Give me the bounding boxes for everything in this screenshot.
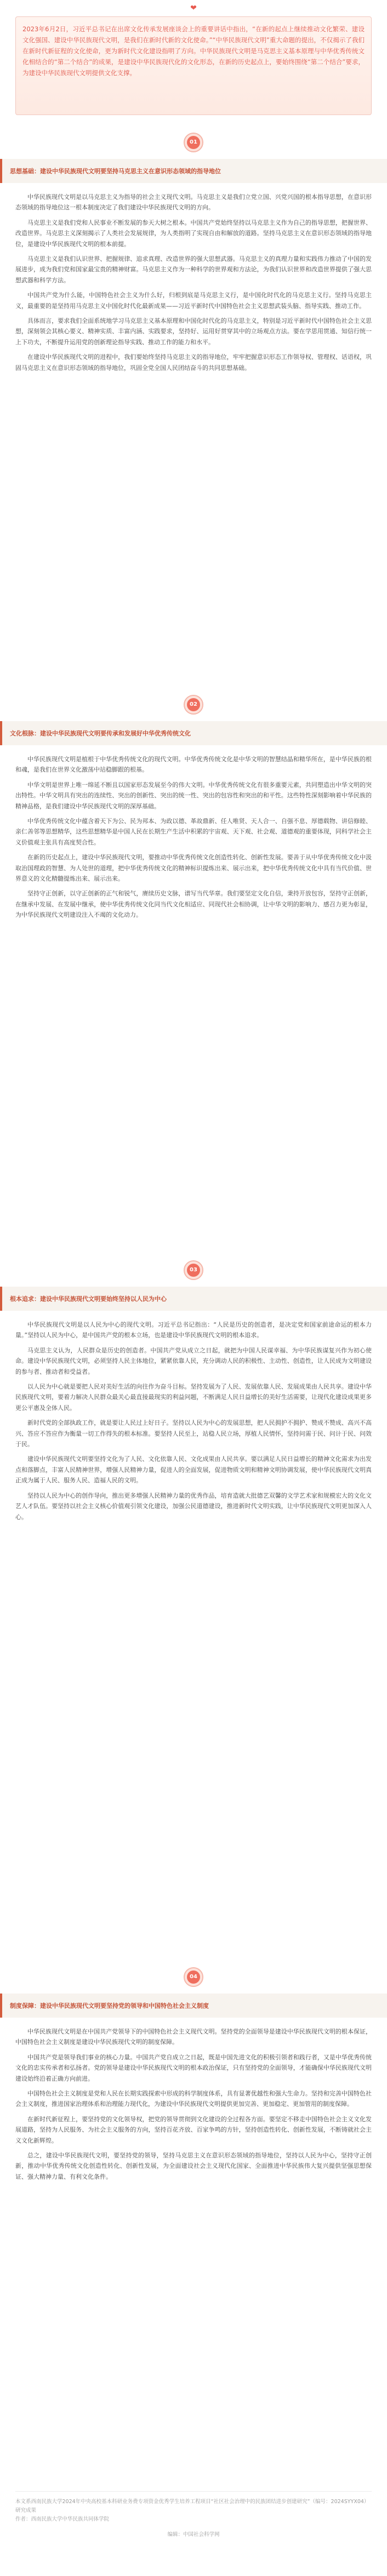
paragraph: 中华民族现代文明是在中国共产党领导下的中国特色社会主义现代文明。坚持党的全面领导是建设中华民族现代文明的根本保证，中国特色社会主义制度是建设中华民族现代文明的制度保障。 — [15, 2028, 372, 2046]
paragraph: 在建设中华民族现代文明的进程中，我们要始终坚持马克思主义的指导地位，牢牢把握意识形态工作领导权、管理权、话语权，巩固马克思主义在意识形态领域的指导地位，巩固全党全国人民团结奋斗的共同思想基础。 — [15, 353, 372, 372]
paragraph: 在新的历史起点上，建设中华民族现代文明，要推动中华优秀传统文化创造性转化、创新性发展。要善于从中华优秀传统文化中汲取治国理政的智慧、为人处世的道理，把中华优秀传统文化的精神标识提炼出来、展示出来，把中华优秀传统文化中具有当代价值、世界意义的文化精髓提炼出来、展示出来。 — [15, 854, 372, 883]
article-footer — [15, 2498, 372, 2539]
paragraph: 坚持以人民为中心的创作导向，推出更多增强人民精神力量的优秀作品，培育造就大批德艺双馨的文学艺术家和规模宏大的文化文艺人才队伍。要坚持以社会主义核心价值观引领文化建设，加强公民道德建设，推进新时代文明实践，让中华民族现代文明更加深入人心。 — [15, 1492, 372, 1521]
paragraph: 具体而言，要求我们全面系统地学习马克思主义基本原理和中国化时代化的马克思主义，特别是习近平新时代中国特色社会主义思想，深刻领会其核心要义、精神实质、丰富内涵、实践要求，坚持好、运用好贯穿其中的立场观点方法。要在学思用贯通、知信行统一上下功夫，不断提升运用党的创新理论指导实践、推动工作的能力和水平。 — [15, 317, 372, 346]
paragraph: 中国共产党是领导我们事业的核心力量。中国共产党自成立之日起，既是中国先进文化的积极引领者和践行者，又是中华优秀传统文化的忠实传承者和弘扬者。党的领导是建设中华民族现代文明的根本政治保证，只有坚持党的全面领导，才能确保中华民族现代文明建设始终沿着正确方向前进。 — [15, 2053, 372, 2082]
section-title-prefix: 制度保障： — [10, 2002, 40, 2009]
section-title-text: 建设中华民族现代文明要传承和发展好中华优秀传统文化 — [40, 730, 191, 737]
section-body — [15, 1320, 372, 1527]
section-badge-number: 02 — [187, 698, 200, 711]
paragraph: 中华文明是世界上唯一绵延不断且以国家形态发展至今的伟大文明。中华优秀传统文化有很多重要元素，共同塑造出中华文明的突出特性。中华文明具有突出的连续性、突出的创新性、突出的统一性、突出的包容性和突出的和平性。这些特性深刻影响着中华民族的精神品格，是我们建设中华民族现代文明的深厚基础。 — [15, 781, 372, 810]
section-heading — [0, 721, 387, 745]
editor-line: 编辑：中国社会科学网 — [167, 2532, 220, 2538]
section-title-text: 建设中华民族现代文明要始终坚持以人民为中心 — [40, 1295, 167, 1303]
section-title-text: 建设中华民族现代文明要坚持党的领导和中国特色社会主义制度 — [40, 2002, 209, 2009]
section-body — [15, 754, 372, 925]
section-badge-circle — [184, 133, 203, 152]
section-number-badge — [0, 695, 387, 717]
intro-box — [15, 16, 372, 115]
paragraph: 中华民族现代文明是以人民为中心的现代文明。习近平总书记指出：“人民是历史的创造者，是决定党和国家前途命运的根本力量。”坚持以人民为中心，是中国共产党的根本立场，也是建设中华民族现代文明的根本追求。 — [15, 1321, 372, 1339]
section-title — [10, 729, 191, 738]
section-number-badge — [0, 1967, 387, 1989]
paragraph: 马克思主义认为，人民群众是历史的创造者。中国共产党从成立之日起，就把为中国人民谋幸福、为中华民族谋复兴作为初心使命。建设中华民族现代文明，必须坚持人民主体地位，紧紧依靠人民，充分调动人民的积极性、主动性、创造性，让人民成为文明建设的参与者、推动者和受益者。 — [15, 1346, 372, 1375]
section-title — [10, 167, 221, 175]
paragraph: 坚持守正创新，以守正创新的正气和锐气，赓续历史文脉，谱写当代华章。我们要坚定文化自信，秉持开放包容，坚持守正创新，在继承中发展、在发展中继承，使中华优秀传统文化同当代文化相适应、同现代社会相协调，让中华文明的影响力、感召力更为彰显，为中华民族现代文明建设注入不竭的文化动力。 — [15, 890, 372, 919]
section-title — [10, 1294, 167, 1303]
section-title-prefix: 思想基础： — [10, 168, 40, 175]
paragraph: 新时代党的全部执政工作，就是要让人民过上好日子。坚持以人民为中心的发展思想，把人民拥护不拥护、赞成不赞成、高兴不高兴、答应不答应作为衡量一切工作得失的根本标准。要坚持人民至上，站稳人民立场，厚植人民情怀，坚持问需于民、问计于民、问效于民。 — [15, 1419, 372, 1448]
paragraph: 以人民为中心就是要把人民对美好生活的向往作为奋斗目标。坚持发展为了人民、发展依靠人民、发展成果由人民共享。建设中华民族现代文明，要着力解决人民群众最关心最直接最现实的利益问题，不断满足人民日益增长的美好生活需要，让现代化建设成果更多更公平惠及全体人民。 — [15, 1383, 372, 1412]
section-badge-circle — [184, 1260, 203, 1280]
footer-divider — [15, 2491, 372, 2492]
paragraph: 中华民族现代文明是以马克思主义为指导的社会主义现代文明。马克思主义是我们立党立国、兴党兴国的根本指导思想，在意识形态领域的指导地位这一根本制度决定了我们建设中华民族现代文明的方向。 — [15, 193, 372, 212]
paragraph: 中国共产党为什么能，中国特色社会主义为什么好，归根到底是马克思主义行，是中国化时代化的马克思主义行。坚持马克思主义，最重要的是坚持用马克思主义中国化时代化最新成果——习近平新时代中国特色社会主义思想武装头脑、指导实践、推动工作。 — [15, 292, 372, 310]
section-title-prefix: 根本追求： — [10, 1295, 40, 1303]
section-title — [10, 2001, 209, 2010]
section-heading — [0, 1994, 387, 2018]
heart-icon: ❤ — [190, 4, 197, 13]
paragraph: 中国特色社会主义制度是党和人民在长期实践探索中形成的科学制度体系，具有显著优越性和强大生命力。坚持和完善中国特色社会主义制度，推进国家治理体系和治理能力现代化，为建设中华民族现代文明提供更加完善、更加稳定、更加管用的制度保障。 — [15, 2090, 372, 2108]
paragraph: 中华优秀传统文化中蕴含着天下为公、民为邦本、为政以德、革故鼎新、任人唯贤、天人合一、自强不息、厚德载物、讲信修睦、亲仁善邻等思想精华，这些思想精华是中国人民在长期生产生活中积累的宇宙观、天下观、社会观、道德观的重要体现，同科学社会主义价值观主张具有高度契合性。 — [15, 818, 372, 846]
section-badge-circle — [184, 1967, 203, 1987]
paragraph: 马克思主义是我们认识世界、把握规律、追求真理、改造世界的强大思想武器。马克思主义的真理力量和实践伟力推动了中国的发展进步，成为我们党和国家最宝贵的精神财富。马克思主义作为一种科学的世界观和方法论，为我们认识世界和改造世界提供了强大思想武器和科学方法。 — [15, 255, 372, 284]
section-title-prefix: 文化根脉： — [10, 730, 40, 737]
section-heading — [0, 159, 387, 183]
section-badge-circle — [184, 695, 203, 715]
section-title-text: 建设中华民族现代文明要坚持马克思主义在意识形态领域的指导地位 — [40, 168, 221, 175]
paragraph: 在新时代新征程上，要坚持党的文化领导权，把党的领导贯彻到文化建设的全过程各方面。要坚定不移走中国特色社会主义文化发展道路，坚持为人民服务、为社会主义服务的方向，坚持百花齐放、百家争鸣的方针，坚持创造性转化、创新性发展，不断铸就社会主义文化新辉煌。 — [15, 2115, 372, 2144]
section-body — [15, 2026, 372, 2186]
paragraph: 马克思主义是我们党和人民事业不断发展的参天大树之根本。中国共产党始终坚持以马克思主义作为自己的指导思想，把握世界、改造世界。马克思主义深刻揭示了人类社会发展规律，为人类指明了实现自由和解放的道路。坚持马克思主义在意识形态领域的指导地位，是建设中华民族现代文明的根本前提。 — [15, 219, 372, 248]
section-badge-number: 03 — [187, 1264, 200, 1277]
paragraph: 总之，建设中华民族现代文明，要坚持党的领导，坚持马克思主义在意识形态领域的指导地位，坚持以人民为中心，坚持守正创新，推动中华优秀传统文化创造性转化、创新性发展，为全面建设社会主义现代化国家、全面推进中华民族伟大复兴提供坚强思想保证、强大精神力量、有利文化条件。 — [15, 2152, 372, 2180]
section-badge-number: 04 — [187, 1970, 200, 1984]
funding-note: 本文系西南民族大学2024年中央高校基本科研业务费专项资金优秀学生培养工程项目“社区社会治理中的民族团结进步创建研究”（编号：2024SYYX04）研究成果 — [15, 2499, 369, 2514]
article-header — [0, 0, 387, 126]
paragraph: 建设中华民族现代文明要坚持文化为了人民、文化依靠人民、文化成果由人民共享。要以满足人民日益增长的精神文化需求为出发点和落脚点，丰富人民精神世界，增强人民精神力量，促进人的全面发展，促进物质文明和精神文明协调发展，使中华民族现代文明真正成为属于人民、服务人民、造福人民的文明。 — [15, 1455, 372, 1484]
section-number-badge — [0, 1260, 387, 1282]
section-body — [15, 192, 372, 378]
author-line: 作者：西南民族大学中华民族共同体学院 — [15, 2516, 110, 2522]
intro-text: 2023年6月2日，习近平总书记在出席文化传承发展座谈会上的重要讲话中指出，“在新的起点上继续推动文化繁荣、建设文化强国、建设中华民族现代文明，是我们在新时代新的文化使命。”“中华民族现代文明”重大命题的提出，不仅揭示了我们在新时代新征程的文化使命，更为新时代文化建设指明了方向。中华民族现代文明是马克思主义基本原理与中华优秀传统文化相结合的“第二个结合”的成果，是建设中华民族现代化的文化形态，在新的历史起点上，要始终围绕“第二个结合”要求，为建设中华民族现代文明提供文化支撑。 — [22, 25, 365, 77]
paragraph: 中华民族现代文明是植根于中华优秀传统文化的现代文明。中华优秀传统文化是中华文明的智慧结晶和精华所在，是中华民族的根和魂，是我们在世界文化激荡中站稳脚跟的根基。 — [15, 756, 372, 774]
section-heading — [0, 1287, 387, 1311]
section-badge-number: 01 — [187, 136, 200, 149]
section-number-badge — [0, 133, 387, 155]
